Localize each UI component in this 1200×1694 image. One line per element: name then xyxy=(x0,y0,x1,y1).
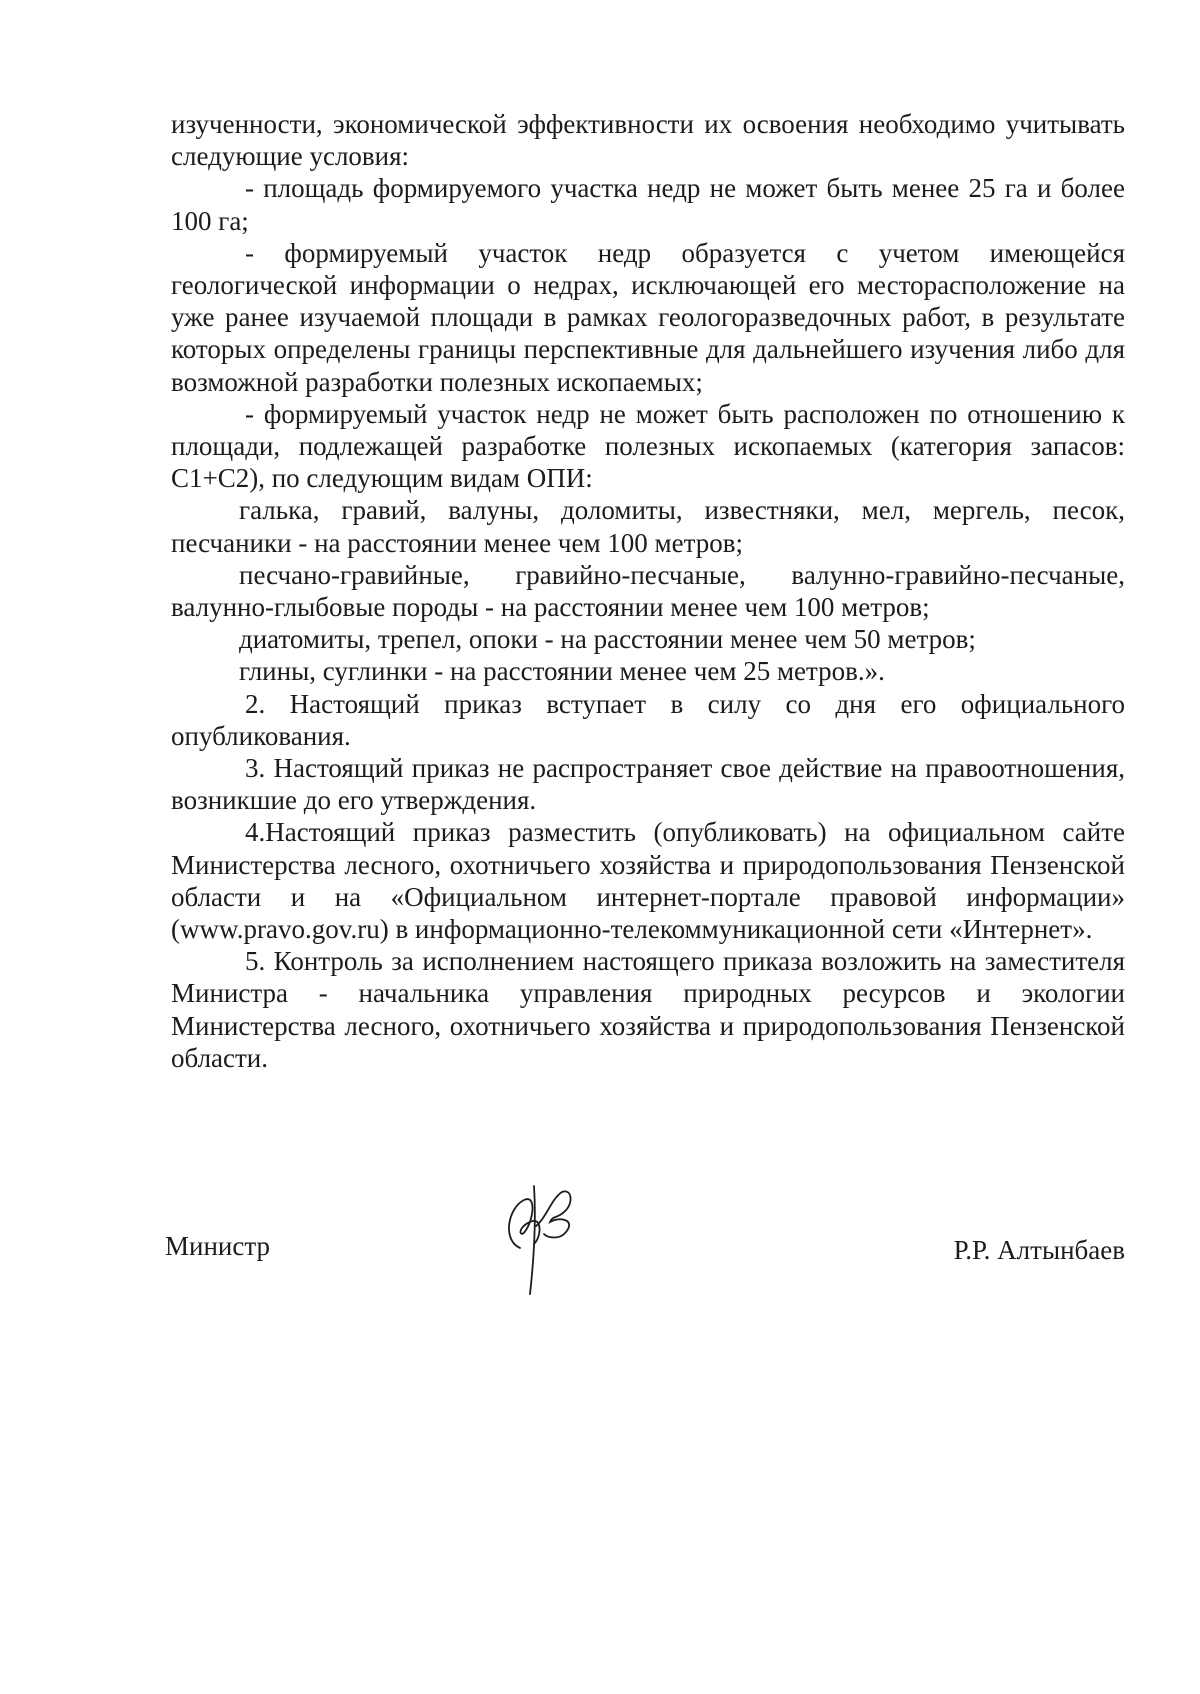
paragraph-intro-continuation: изученности, экономической эффективности их освоения необходимо учитывать следующие условия: xyxy=(171,109,1125,172)
handwritten-signature xyxy=(490,1178,580,1296)
condition-distance-intro: - формируемый участок недр не может быть расположен по отношению к площади, подлежащей разработке полезных ископаемых (категория запасов: С1+С2), по следующим видам ОПИ: xyxy=(171,398,1125,494)
clause-5-control: 5. Контроль за исполнением настоящего приказа возложить на заместителя Министра - начальника управления природных ресурсов и экологии Министерства лесного, охотничьего хозяйства и природопользования Пензенской области. xyxy=(171,946,1125,1073)
distance-rule-clay: глины, суглинки - на расстоянии менее чем 25 метров.». xyxy=(239,656,885,687)
clause-4-publication: 4.Настоящий приказ разместить (опубликовать) на официальном сайте Министерства лесного, охотничьего хозяйства и природопользования Пензенской области и на «Официальном интернет-портале правовой информации» (www.pravo.gov.ru) в информационно-телекоммуникационной сети «Интернет». xyxy=(171,817,1125,945)
document-body xyxy=(171,108,1125,1074)
signature-block xyxy=(165,1178,1125,1298)
clause-3-scope: 3. Настоящий приказ не распространяет свое действие на правоотношения, возникшие до его утверждения. xyxy=(171,753,1125,816)
clause-2-effective-date: 2. Настоящий приказ вступает в силу со дня его официального опубликования. xyxy=(171,688,1125,751)
signatory-name: Р.Р. Алтынбаев xyxy=(953,1235,1125,1265)
signatory-title: Министр xyxy=(165,1231,270,1261)
distance-rule-pebbles: галька, гравий, валуны, доломиты, известняки, мел, мергель, песок, песчаники - на расстоянии менее чем 100 метров; xyxy=(171,495,1125,558)
condition-area-limit: - площадь формируемого участка недр не может быть менее 25 га и более 100 га; xyxy=(171,173,1125,236)
distance-rule-sand-gravel: песчано-гравийные, гравийно-песчаные, валунно-гравийно-песчаные, валунно-глыбовые породы - на расстоянии менее чем 100 метров; xyxy=(171,559,1125,623)
distance-rule-diatomite: диатомиты, трепел, опоки - на расстоянии менее чем 50 метров; xyxy=(239,624,976,655)
condition-geological-info: - формируемый участок недр образуется с учетом имеющейся геологической информации о недрах, исключающей его месторасположение на уже ранее изучаемой площади в рамках геологоразведочных работ, в результате которых определены границы перспективные для дальнейшего изучения либо для возможной разработки полезных ископаемых; xyxy=(171,237,1125,397)
